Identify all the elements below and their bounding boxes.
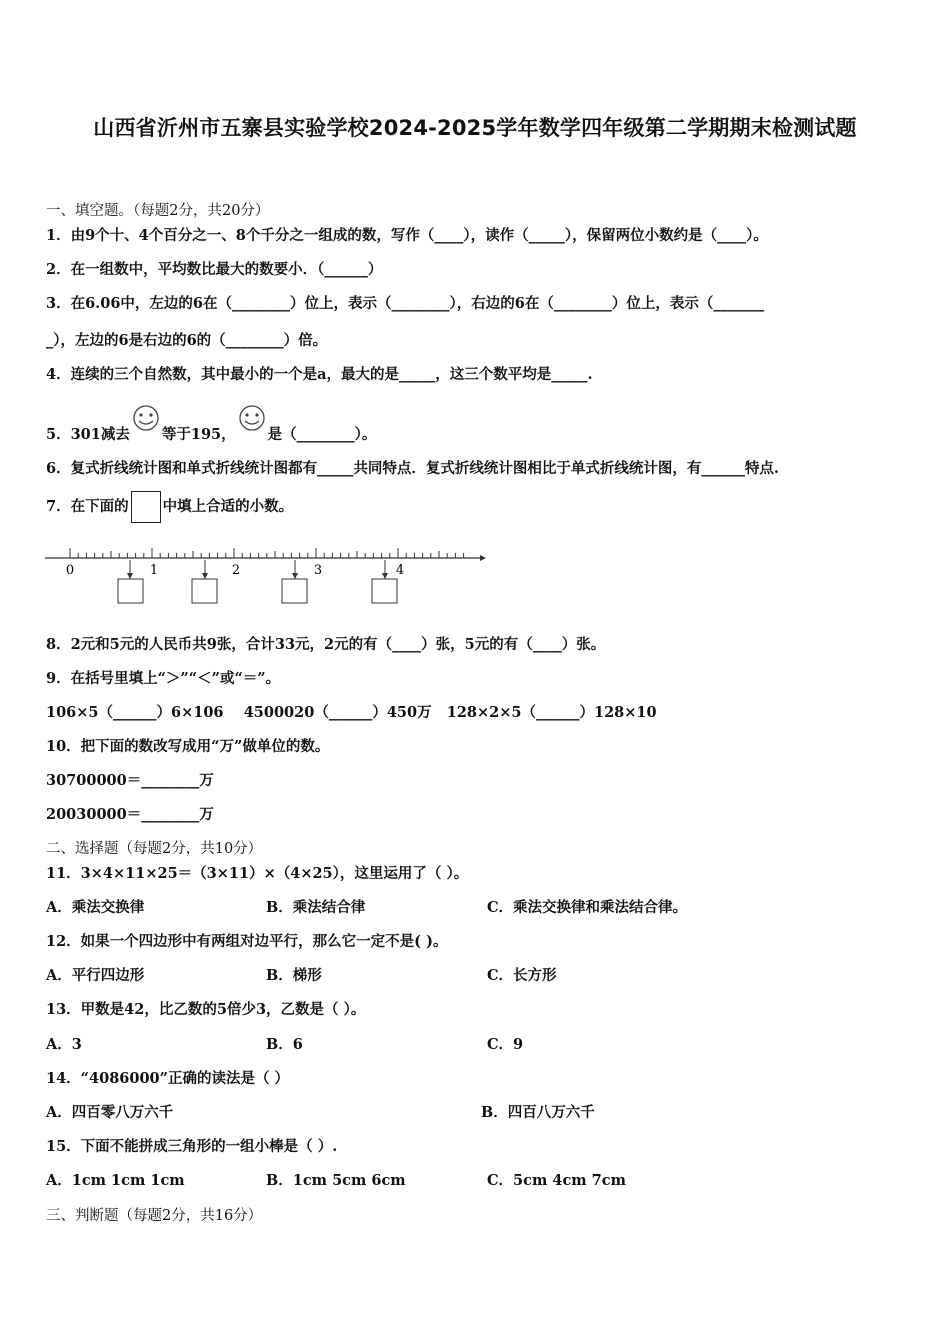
question-14: 14．“4086000”正确的读法是（ ） [46, 1070, 290, 1087]
option-b[interactable]: B．乘法结合律 [266, 899, 366, 916]
smiley-face-icon [236, 405, 268, 433]
option-b[interactable]: B．梯形 [266, 967, 322, 984]
question-3-line2: _），左边的6是右边的6的（________）倍。 [46, 332, 328, 349]
page-title: 山西省沂州市五寨县实验学校2024-2025学年数学四年级第二学期期末检测试题 [93, 116, 857, 140]
number-line-answer-box [118, 579, 143, 603]
number-line-arrow [382, 560, 388, 579]
question-5-part3: 是（________）。 [267, 426, 377, 443]
option-a[interactable]: A．四百零八万六千 [46, 1104, 174, 1121]
question-5-part2: 等于195， [161, 426, 236, 443]
question-4: 4．连续的三个自然数，其中最小的一个是a，最大的是_____，这三个数平均是_____. [46, 366, 593, 383]
option-a[interactable]: A．3 [46, 1036, 82, 1053]
smiley-face-icon [130, 405, 162, 433]
question-9-comparisons: 106×5（______）6×106 4500020（______）450万 128×2×5（______）128×10 [46, 704, 657, 721]
option-c[interactable]: C．5cm 4cm 7cm [487, 1172, 626, 1189]
question-3-line1: 3．在6.06中，左边的6在（________）位上，表示（________），右边的6在（________）位上，表示（_______ [46, 295, 765, 312]
question-13-options [46, 1035, 906, 1055]
question-11: 11．3×4×11×25＝（3×11）×（4×25），这里运用了（ ）。 [46, 865, 469, 882]
question-9: 9．在括号里填上“＞”“＜”或“＝”。 [46, 670, 281, 687]
question-12-options [46, 966, 906, 986]
question-7-part1: 7．在下面的 [46, 498, 129, 515]
number-line-ticks [70, 548, 464, 558]
number-line-arrow [202, 560, 208, 579]
section-fill-heading: 一、填空题。（每题2分，共20分） [46, 203, 270, 219]
question-15: 15．下面不能拼成三角形的一组小棒是（ ）. [46, 1138, 338, 1155]
number-line-arrow [292, 560, 298, 579]
question-5-part1: 5．301减去 [46, 426, 130, 443]
question-14-options [46, 1103, 906, 1123]
number-line [40, 543, 490, 607]
question-6: 6．复式折线统计图和单式折线统计图都有_____共同特点．复式折线统计图相比于单式折线统计图，有______特点. [46, 460, 779, 477]
number-line-answer-box [192, 579, 217, 603]
question-7 [46, 491, 293, 523]
number-line-arrow [127, 560, 133, 579]
number-line-answer-box [372, 579, 397, 603]
section-judge-heading: 三、判断题（每题2分，共16分） [46, 1208, 263, 1224]
number-line-label-1: 1 [149, 563, 159, 578]
number-line-label-3: 3 [313, 563, 323, 578]
number-line-label-2: 2 [231, 563, 241, 578]
question-11-options [46, 898, 906, 918]
question-10b: 20030000＝________万 [46, 806, 214, 823]
answer-box [131, 491, 161, 523]
option-a[interactable]: A．1cm 1cm 1cm [46, 1172, 185, 1189]
question-15-options [46, 1171, 906, 1191]
question-2: 2．在一组数中，平均数比最大的数要小．（______） [46, 261, 383, 278]
section-choice-heading: 二、选择题（每题2分，共10分） [46, 841, 263, 857]
option-b[interactable]: B．四百八万六千 [481, 1104, 595, 1121]
question-1: 1．由9个十、4个百分之一、8个千分之一组成的数，写作（____），读作（_____），保留两位小数约是（____）。 [46, 227, 768, 244]
option-a[interactable]: A．乘法交换律 [46, 899, 145, 916]
question-7-part2: 中填上合适的小数。 [162, 498, 294, 515]
option-b[interactable]: B．6 [266, 1036, 303, 1053]
question-13: 13．甲数是42，比乙数的5倍少3，乙数是（ ）。 [46, 1001, 366, 1018]
number-line-label-4: 4 [395, 563, 405, 578]
number-line-answer-box [282, 579, 307, 603]
question-8: 8．2元和5元的人民币共9张，合计33元，2元的有（____）张，5元的有（____）张。 [46, 636, 606, 653]
number-line-label-0: 0 [65, 563, 75, 578]
option-c[interactable]: C．长方形 [487, 967, 557, 984]
question-10a: 30700000＝________万 [46, 772, 214, 789]
option-c[interactable]: C．9 [487, 1036, 524, 1053]
option-b[interactable]: B．1cm 5cm 6cm [266, 1172, 406, 1189]
question-10: 10．把下面的数改写成用“万”做单位的数。 [46, 738, 330, 755]
question-5 [46, 405, 376, 452]
option-c[interactable]: C．乘法交换律和乘法结合律。 [487, 899, 688, 916]
question-12: 12．如果一个四边形中有两组对边平行，那么它一定不是( )。 [46, 933, 448, 950]
option-a[interactable]: A．平行四边形 [46, 967, 145, 984]
